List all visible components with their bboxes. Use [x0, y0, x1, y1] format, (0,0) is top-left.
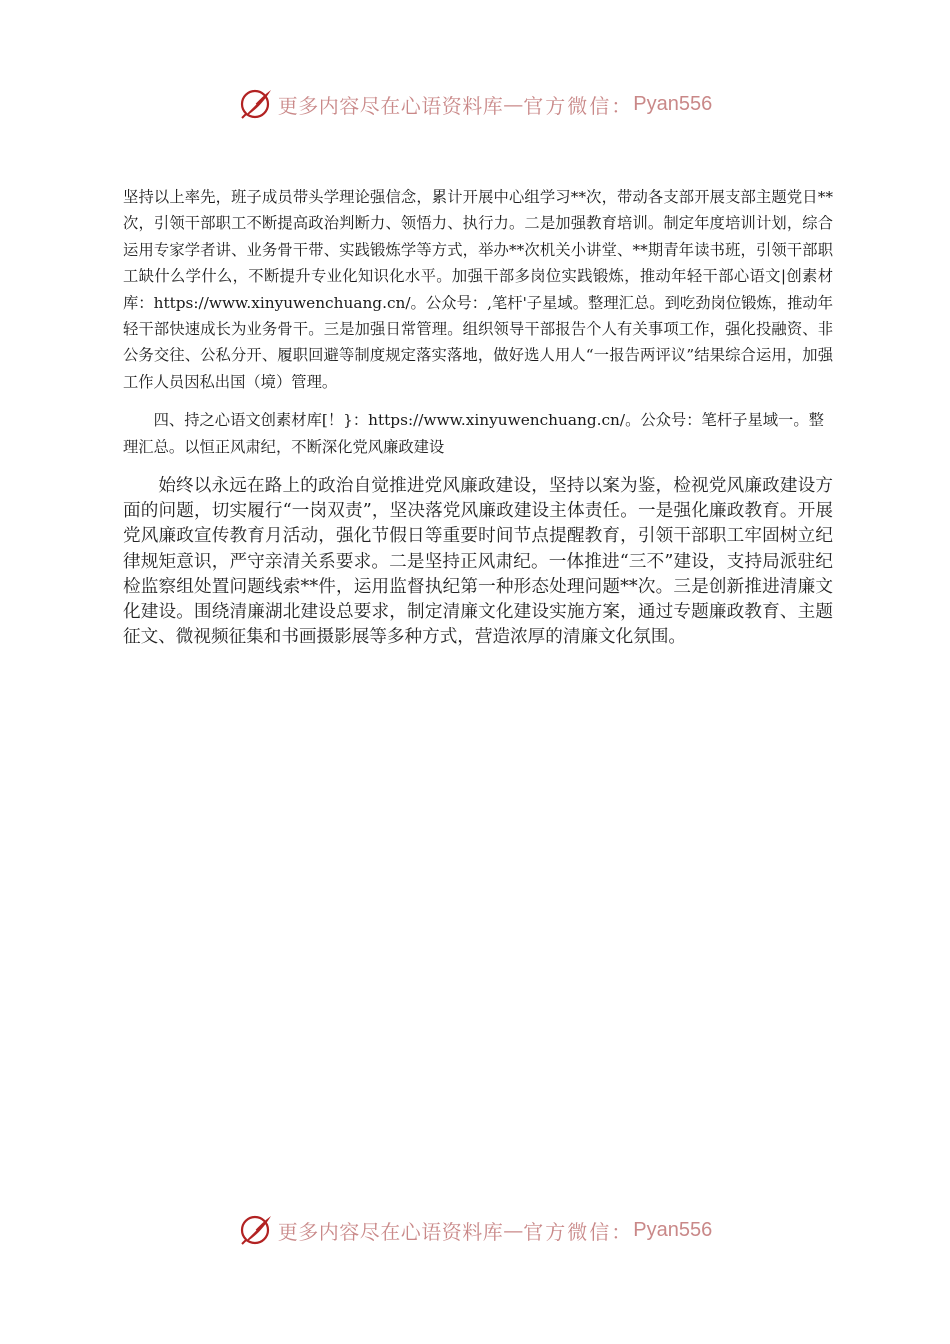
banner-title: 更多内容尽在心语资料库 [277, 93, 504, 118]
document-body [123, 184, 833, 650]
banner-wechat-id: Pyan556 [633, 92, 713, 115]
section-heading-4: 四、持之心语文创素材库[！}：https://www.xinyuwenchuang.cn/。公众号：笔杆子星域一。整理汇总。以恒正风肃纪，不断深化党风廉政建设 [123, 411, 824, 456]
header-banner [0, 84, 950, 124]
banner-title: 更多内容尽在心语资料库 [277, 1219, 504, 1244]
footer-banner [0, 1210, 950, 1250]
banner-wechat-id: Pyan556 [633, 1218, 713, 1241]
banner-separator: — [503, 92, 524, 116]
paragraph-integrity-building: 始终以永远在路上的政治自觉推进党风廉政建设，坚持以案为鉴，检视党风廉政建设方面的问题，切实履行“一岗双责”，坚决落党风廉政建设主体责任。一是强化廉政教育。开展党风廉政宣传教育月活动，强化节假日等重要时间节点提醒教育，引领干部职工牢固树立纪律规矩意识，严守亲清关系要求。二是坚持正风肃纪。一体推进“三不”建设，支持局派驻纪检监察组处置问题线索**件，运用监督执纪第一种形态处理问题**次。三是创新推进清廉文化建设。围绕清廉湖北建设总要求，制定清廉文化建设实施方案，通过专题廉政教育、主题征文、微视频征集和书画摄影展等多种方式，营造浓厚的清廉文化氛围。 [123, 476, 833, 648]
paragraph-training-management: 坚持以上率先，班子成员带头学理论强信念，累计开展中心组学习**次，带动各支部开展支部主题党日**次，引领干部职工不断提高政治判断力、领悟力、执行力。二是加强教育培训。制定年度培训计划，综合运用专家学者讲、业务骨干带、实践锻炼学等方式，举办**次机关小讲堂、**期青年读书班，引领干部职工缺什么学什么，不断提升专业化知识化水平。加强干部多岗位实践锻炼，推动年轻干部心语文|创素材库：https://www.xinyuwenchuang.cn/。公众号：,笔杆'子星域。整理汇总。到吃劲岗位锻炼，推动年轻干部快速成长为业务骨干。三是加强日常管理。组织领导干部报告个人有关事项工作，强化投融资、非公务交往、公私分开、履职回避等制度规定落实落地，做好选人用人“一报告两评议”结果综合运用，加强工作人员因私出国（境）管理。 [123, 188, 833, 391]
quill-pen-logo-icon [238, 1212, 274, 1248]
banner-wechat-label: 官方微信： [523, 93, 634, 118]
quill-pen-logo-icon [238, 86, 274, 122]
banner-wechat-label: 官方微信： [523, 1219, 634, 1244]
banner-separator: — [503, 1218, 524, 1242]
